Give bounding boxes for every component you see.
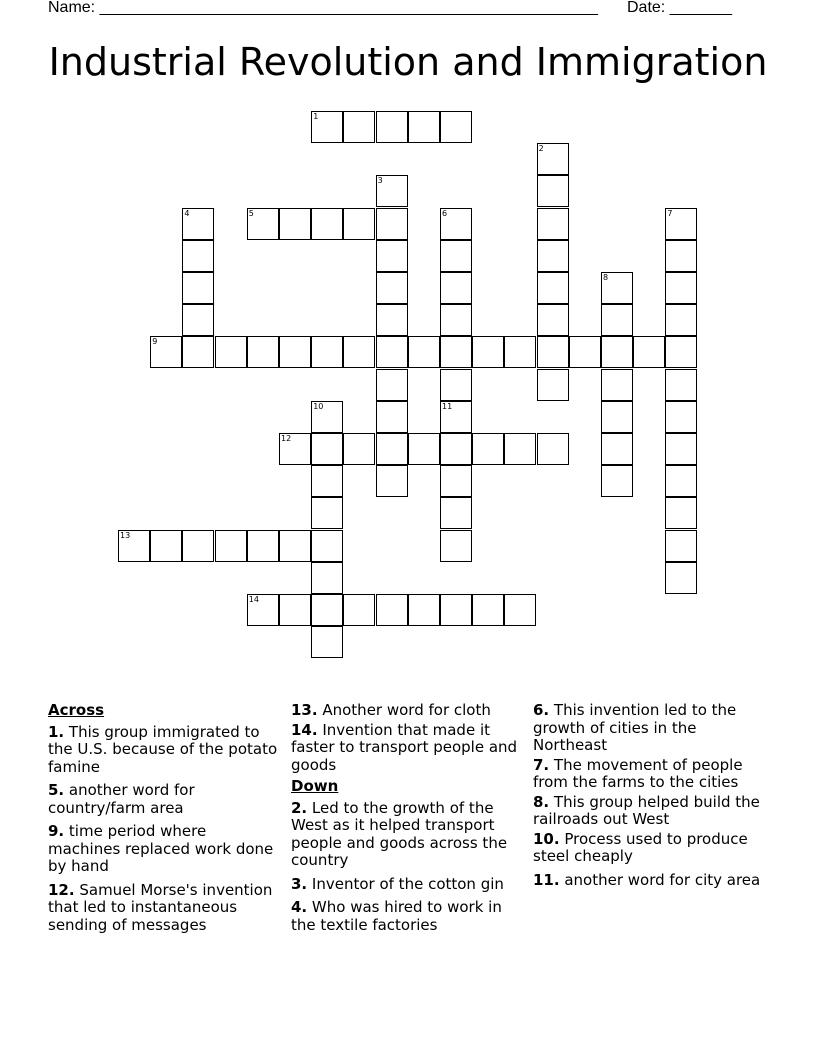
grid-cell[interactable] <box>343 594 375 626</box>
grid-cell[interactable] <box>311 336 343 368</box>
grid-cell[interactable] <box>311 111 343 143</box>
clue-number: 5. <box>48 781 65 799</box>
cell-number: 8 <box>603 273 609 282</box>
grid-cell[interactable] <box>440 594 472 626</box>
clue-text: This group immigrated to the U.S. because of the potato famine <box>48 722 278 776</box>
clue-down-2 <box>291 800 523 870</box>
clue-text: Samuel Morse's invention that led to instantaneous sending of messages <box>48 880 273 934</box>
grid-cell[interactable] <box>440 530 472 562</box>
grid-cell[interactable] <box>376 465 408 497</box>
grid-cell[interactable] <box>311 626 343 658</box>
grid-cell[interactable] <box>537 240 569 272</box>
clue-down-11 <box>533 872 765 890</box>
grid-cell[interactable] <box>665 562 697 594</box>
clue-text: Inventor of the cotton gin <box>311 874 504 893</box>
grid-cell[interactable] <box>537 336 569 368</box>
grid-cell[interactable] <box>665 401 697 433</box>
grid-cell[interactable] <box>118 530 150 562</box>
grid-cell[interactable] <box>311 465 343 497</box>
cell-number: 10 <box>313 401 324 411</box>
grid-cell[interactable] <box>665 433 697 465</box>
grid-cell[interactable] <box>182 240 214 272</box>
grid-cell[interactable] <box>311 562 343 594</box>
grid-cell[interactable] <box>504 594 536 626</box>
clue-text: Invention that made it faster to transport people and goods <box>291 720 518 774</box>
grid-cell[interactable] <box>472 336 504 368</box>
grid-cell[interactable] <box>537 433 569 465</box>
clue-down-6 <box>533 702 765 755</box>
grid-cell[interactable] <box>150 336 182 368</box>
grid-cell[interactable] <box>569 336 601 368</box>
clue-text: Led to the growth of the West as it helped transport people and goods across the country <box>291 798 508 869</box>
clue-across-9 <box>48 823 280 876</box>
grid-cell[interactable] <box>279 336 311 368</box>
clue-number: 7. <box>533 755 550 774</box>
grid-cell[interactable] <box>601 401 633 433</box>
name-field[interactable]: Name: ________________________________________________________ <box>48 0 598 16</box>
grid-cell[interactable] <box>247 594 279 626</box>
grid-cell[interactable] <box>343 336 375 368</box>
grid-cell[interactable] <box>311 594 343 626</box>
grid-cell[interactable] <box>247 336 279 368</box>
grid-cell[interactable] <box>665 369 697 401</box>
grid-cell[interactable] <box>504 336 536 368</box>
cell-number: 12 <box>281 434 292 443</box>
cell-number: 11 <box>442 401 453 411</box>
cell-number: 9 <box>152 337 158 347</box>
grid-cell[interactable] <box>472 594 504 626</box>
grid-cell[interactable] <box>376 336 408 368</box>
grid-cell[interactable] <box>537 272 569 304</box>
grid-cell[interactable] <box>440 111 472 143</box>
grid-cell[interactable] <box>665 530 697 562</box>
grid-cell[interactable] <box>665 497 697 529</box>
grid-cell[interactable] <box>408 594 440 626</box>
clue-text: time period where machines replaced work done by hand <box>48 822 274 875</box>
grid-cell[interactable] <box>601 433 633 465</box>
grid-cell[interactable] <box>440 369 472 401</box>
grid-cell[interactable] <box>537 208 569 240</box>
grid-cell[interactable] <box>408 433 440 465</box>
clues-column-1 <box>48 702 280 940</box>
cell-number: 1 <box>313 112 319 121</box>
cell-number: 13 <box>120 530 131 540</box>
grid-cell[interactable] <box>376 369 408 401</box>
grid-cell[interactable] <box>311 401 343 433</box>
clue-across-1 <box>48 724 280 777</box>
clue-across-5 <box>48 782 280 817</box>
grid-cell[interactable] <box>440 272 472 304</box>
grid-cell[interactable] <box>665 336 697 368</box>
clue-text: another word for country/farm area <box>48 781 195 817</box>
grid-cell[interactable] <box>376 272 408 304</box>
grid-cell[interactable] <box>311 433 343 465</box>
page-title: Industrial Revolution and Immigration <box>48 40 768 84</box>
grid-cell[interactable] <box>537 369 569 401</box>
grid-cell[interactable] <box>665 272 697 304</box>
clue-number: 6. <box>533 701 550 719</box>
clue-number: 4. <box>291 898 308 916</box>
grid-cell[interactable] <box>537 175 569 207</box>
grid-cell[interactable] <box>215 336 247 368</box>
grid-cell[interactable] <box>601 304 633 336</box>
across-heading: Across <box>48 701 105 719</box>
grid-cell[interactable] <box>633 336 665 368</box>
clue-across-12 <box>48 882 280 935</box>
grid-cell[interactable] <box>311 530 343 562</box>
grid-cell[interactable] <box>182 336 214 368</box>
clue-down-8 <box>533 794 765 829</box>
grid-cell[interactable] <box>343 208 375 240</box>
grid-cell[interactable] <box>440 304 472 336</box>
grid-cell[interactable] <box>665 465 697 497</box>
grid-cell[interactable] <box>504 433 536 465</box>
grid-cell[interactable] <box>537 143 569 175</box>
grid-cell[interactable] <box>440 208 472 240</box>
grid-cell[interactable] <box>665 304 697 336</box>
grid-cell[interactable] <box>376 111 408 143</box>
clue-down-4 <box>291 899 523 934</box>
grid-cell[interactable] <box>279 208 311 240</box>
grid-cell[interactable] <box>182 272 214 304</box>
down-heading: Down <box>291 777 339 795</box>
clue-across-13 <box>291 702 523 720</box>
clue-number: 3. <box>291 874 308 893</box>
grid-cell[interactable] <box>601 272 633 304</box>
clue-number: 14. <box>291 720 318 739</box>
grid-cell[interactable] <box>150 530 182 562</box>
grid-cell[interactable] <box>182 208 214 240</box>
grid-cell[interactable] <box>376 433 408 465</box>
grid-cell[interactable] <box>247 208 279 240</box>
grid-cell[interactable] <box>376 304 408 336</box>
grid-cell[interactable] <box>601 336 633 368</box>
grid-cell[interactable] <box>376 594 408 626</box>
cell-number: 4 <box>184 208 190 218</box>
grid-cell[interactable] <box>182 530 214 562</box>
clue-number: 10. <box>533 829 560 848</box>
grid-cell[interactable] <box>279 530 311 562</box>
clue-text: The movement of people from the farms to the cities <box>533 755 743 791</box>
grid-cell[interactable] <box>665 240 697 272</box>
grid-cell[interactable] <box>182 304 214 336</box>
clue-text: Another word for cloth <box>322 701 491 719</box>
clue-number: 13. <box>291 701 318 719</box>
grid-cell[interactable] <box>601 369 633 401</box>
clues-column-3 <box>533 702 765 895</box>
grid-cell[interactable] <box>472 433 504 465</box>
cell-number: 3 <box>377 176 383 186</box>
clue-number: 9. <box>48 822 65 840</box>
clue-across-14 <box>291 722 523 775</box>
cell-number: 6 <box>442 208 448 218</box>
clue-text: Process used to produce steel cheaply <box>533 829 748 865</box>
grid-cell[interactable] <box>215 530 247 562</box>
grid-cell[interactable] <box>279 594 311 626</box>
grid-cell[interactable] <box>343 433 375 465</box>
grid-cell[interactable] <box>440 240 472 272</box>
grid-cell[interactable] <box>376 208 408 240</box>
grid-cell[interactable] <box>311 208 343 240</box>
grid-cell[interactable] <box>247 530 279 562</box>
grid-cell[interactable] <box>440 497 472 529</box>
date-field[interactable]: Date: _______ <box>627 0 732 16</box>
clue-number: 1. <box>48 722 65 741</box>
clue-number: 11. <box>533 870 560 889</box>
clue-number: 2. <box>291 798 308 817</box>
clue-down-3 <box>291 876 523 894</box>
grid-cell[interactable] <box>440 465 472 497</box>
grid-cell[interactable] <box>408 336 440 368</box>
grid-cell[interactable] <box>376 401 408 433</box>
cell-number: 2 <box>538 144 544 154</box>
grid-cell[interactable] <box>665 208 697 240</box>
clue-down-7 <box>533 757 765 792</box>
grid-cell[interactable] <box>311 497 343 529</box>
clue-text: This invention led to the growth of cities in the Northeast <box>533 701 737 754</box>
grid-cell[interactable] <box>537 304 569 336</box>
clue-number: 8. <box>533 792 550 811</box>
grid-cell[interactable] <box>408 111 440 143</box>
grid-cell[interactable] <box>376 240 408 272</box>
cell-number: 14 <box>248 595 259 604</box>
grid-cell[interactable] <box>440 336 472 368</box>
clue-text: another word for city area <box>564 870 761 889</box>
cell-number: 5 <box>248 208 254 218</box>
clue-text: This group helped build the railroads out West <box>533 792 760 828</box>
grid-cell[interactable] <box>279 433 311 465</box>
clues-column-2 <box>291 702 523 940</box>
clue-text: Who was hired to work in the textile factories <box>291 898 502 934</box>
clue-number: 12. <box>48 880 75 899</box>
clue-down-10 <box>533 831 765 866</box>
cell-number: 7 <box>667 208 673 218</box>
grid-cell[interactable] <box>440 433 472 465</box>
grid-cell[interactable] <box>376 175 408 207</box>
grid-cell[interactable] <box>601 465 633 497</box>
grid-cell[interactable] <box>440 401 472 433</box>
grid-cell[interactable] <box>343 111 375 143</box>
